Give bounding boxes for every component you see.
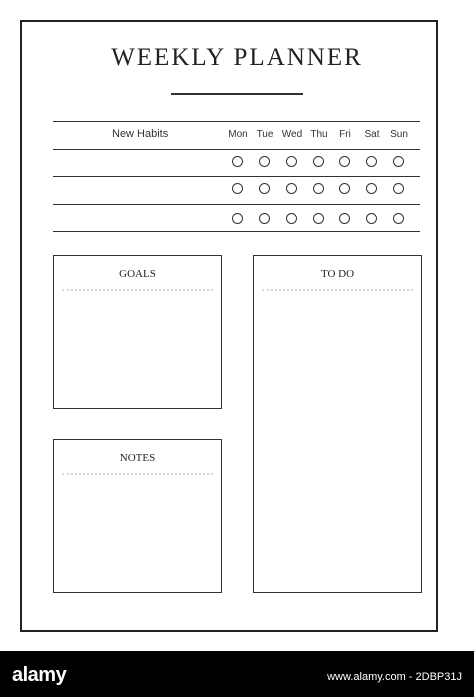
goals-box — [53, 255, 222, 409]
habit-table-bottom-line — [53, 231, 420, 232]
notes-box — [53, 439, 222, 593]
habit-checkbox[interactable] — [339, 156, 350, 167]
habit-checkbox[interactable] — [393, 213, 404, 224]
habit-checkbox[interactable] — [259, 213, 270, 224]
alamy-logo: alamy — [12, 664, 67, 686]
day-header-fri: Fri — [339, 129, 351, 140]
habit-checkbox[interactable] — [313, 183, 324, 194]
day-header-mon: Mon — [228, 129, 248, 140]
day-header-sat: Sat — [364, 129, 380, 140]
habit-checkbox[interactable] — [232, 213, 243, 224]
todo-title: TO DO — [320, 268, 355, 280]
day-header-tue: Tue — [256, 129, 274, 140]
habit-checkbox[interactable] — [313, 156, 324, 167]
habit-checkbox[interactable] — [366, 156, 377, 167]
habit-checkbox[interactable] — [313, 213, 324, 224]
planner-title: WEEKLY PLANNER — [111, 44, 363, 71]
habit-checkbox[interactable] — [259, 183, 270, 194]
habit-checkbox[interactable] — [286, 213, 297, 224]
notes-title: NOTES — [119, 452, 156, 464]
habit-table-header-line — [53, 149, 420, 150]
habit-checkbox[interactable] — [366, 183, 377, 194]
habit-checkbox[interactable] — [286, 156, 297, 167]
notes-dotted-line — [62, 473, 213, 475]
day-header-sun: Sun — [390, 129, 408, 140]
goals-dotted-line — [62, 289, 213, 291]
habit-table-top-line — [53, 121, 420, 122]
title-underline — [171, 93, 303, 95]
habit-checkbox[interactable] — [366, 213, 377, 224]
todo-dotted-line — [262, 289, 413, 291]
habit-checkbox[interactable] — [232, 183, 243, 194]
habit-checkbox[interactable] — [393, 156, 404, 167]
habit-checkbox[interactable] — [259, 156, 270, 167]
habit-row-line — [53, 204, 420, 205]
day-header-thu: Thu — [310, 129, 328, 140]
habit-checkbox[interactable] — [339, 213, 350, 224]
habit-checkbox[interactable] — [232, 156, 243, 167]
habit-checkbox[interactable] — [286, 183, 297, 194]
day-header-wed: Wed — [281, 129, 303, 140]
todo-box — [253, 255, 422, 593]
image-id-caption: www.alamy.com - 2DBP31J — [327, 671, 462, 683]
habit-row-line — [53, 176, 420, 177]
goals-title: GOALS — [119, 268, 156, 280]
habit-checkbox[interactable] — [339, 183, 350, 194]
habit-checkbox[interactable] — [393, 183, 404, 194]
habits-column-header: New Habits — [112, 128, 169, 140]
